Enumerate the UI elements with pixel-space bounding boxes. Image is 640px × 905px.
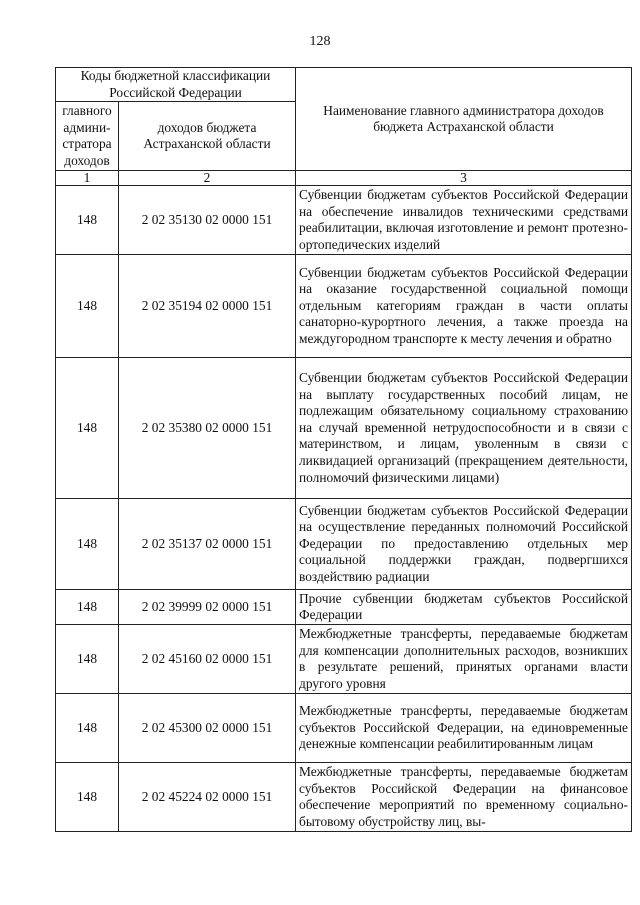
revenue-name: Субвенции бюджетам субъектов Российской Федерации на осуществление переданных полномочий Российской Федерации по предоставлению отдельных мер социальной поддержки граждан, подвергшихся воздействию радиации xyxy=(296,499,632,590)
admin-code: 148 xyxy=(56,763,119,832)
table-row xyxy=(56,625,632,694)
admin-code: 148 xyxy=(56,590,119,625)
admin-code: 148 xyxy=(56,694,119,763)
column-number: 1 xyxy=(56,171,119,186)
revenue-name: Субвенции бюджетам субъектов Российской Федерации на обеспечение инвалидов техническими средствами реабилитации, включая изготовление и ремонт протезно-ортопедических изделий xyxy=(296,186,632,255)
header-admin-name: Наименование главного администратора доходов бюджета Астраханской области xyxy=(296,68,632,171)
admin-code: 148 xyxy=(56,625,119,694)
revenue-code: 2 02 35380 02 0000 151 xyxy=(119,358,296,499)
admin-code: 148 xyxy=(56,499,119,590)
table-row xyxy=(56,694,632,763)
table-row xyxy=(56,590,632,625)
table-row xyxy=(56,763,632,832)
table-row xyxy=(56,358,632,499)
column-number: 2 xyxy=(119,171,296,186)
revenue-code: 2 02 45224 02 0000 151 xyxy=(119,763,296,832)
revenue-code: 2 02 45300 02 0000 151 xyxy=(119,694,296,763)
revenue-name: Межбюджетные трансферты, передаваемые бюджетам субъектов Российской Федерации на финансовое обеспечение мероприятий по временному социально-бытовому обустройству лиц, вы- xyxy=(296,763,632,832)
admin-code: 148 xyxy=(56,358,119,499)
table-row xyxy=(56,186,632,255)
header-budget-revenue: доходов бюджета Астраханской области xyxy=(119,102,296,171)
revenue-name: Субвенции бюджетам субъектов Российской Федерации на оказание государственной социальной помощи отдельным категориям граждан в части оплаты санаторно-курортного лечения, а также проезда на междугородном транспорте к месту лечения и обратно xyxy=(296,255,632,358)
revenue-name: Субвенции бюджетам субъектов Российской Федерации на выплату государственных пособий лицам, не подлежащим обязательному социальному страхованию на случай временной нетрудоспособности и в связи с материнством, и лицам, уволенным в связи с ликвидацией организаций (прекращением деятельности, полномочий физическими лицами) xyxy=(296,358,632,499)
table-row xyxy=(56,499,632,590)
header-codes-group: Коды бюджетной классификации Российской Федерации xyxy=(56,68,296,102)
revenue-code: 2 02 45160 02 0000 151 xyxy=(119,625,296,694)
header-chief-administrator: главного админи-стратора доходов xyxy=(56,102,119,171)
revenue-code: 2 02 35194 02 0000 151 xyxy=(119,255,296,358)
revenue-code: 2 02 39999 02 0000 151 xyxy=(119,590,296,625)
admin-code: 148 xyxy=(56,186,119,255)
revenue-code: 2 02 35130 02 0000 151 xyxy=(119,186,296,255)
revenue-name: Межбюджетные трансферты, передаваемые бюджетам субъектов Российской Федерации, на единовременные денежные компенсации реабилитированным лицам xyxy=(296,694,632,763)
admin-code: 148 xyxy=(56,255,119,358)
revenue-name: Прочие субвенции бюджетам субъектов Российской Федерации xyxy=(296,590,632,625)
table-row xyxy=(56,255,632,358)
budget-classification-table xyxy=(55,67,632,832)
column-number: 3 xyxy=(296,171,632,186)
revenue-name: Межбюджетные трансферты, передаваемые бюджетам для компенсации дополнительных расходов, возникших в результате решений, принятых органами власти другого уровня xyxy=(296,625,632,694)
revenue-code: 2 02 35137 02 0000 151 xyxy=(119,499,296,590)
page-number: 128 xyxy=(309,34,331,49)
column-numbers-row xyxy=(56,171,632,186)
